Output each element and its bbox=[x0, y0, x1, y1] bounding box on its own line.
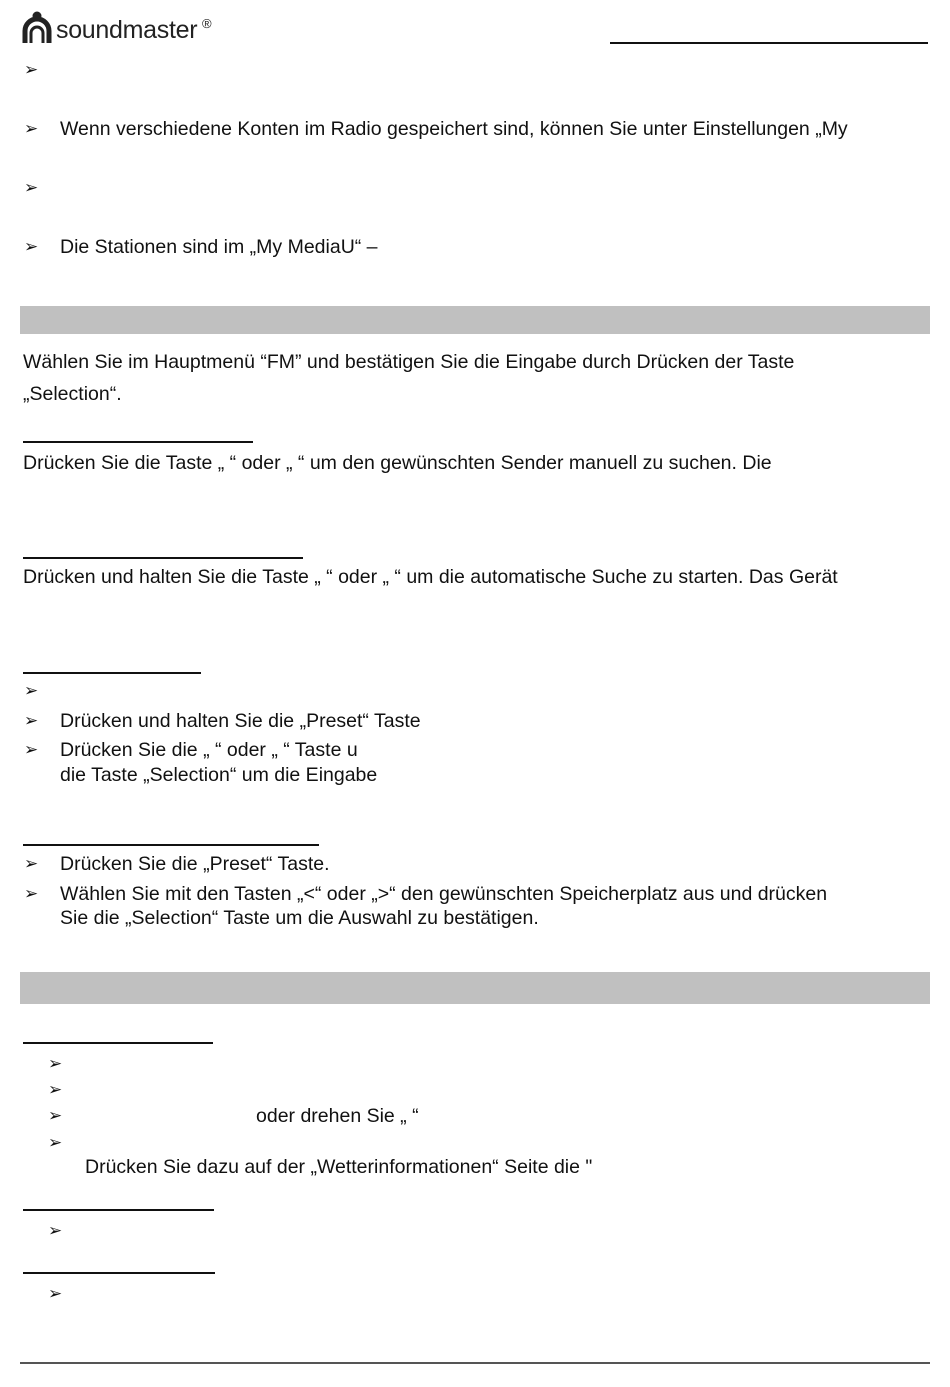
brand-name: soundmaster bbox=[56, 16, 198, 44]
bullet-icon: ➢ bbox=[24, 60, 39, 80]
list-item: Wenn verschiedene Konten im Radio gespeichert sind, können Sie unter Einstellungen „My bbox=[60, 118, 848, 140]
fm-intro-text: Wählen Sie im Hauptmenü “FM” und bestätigen Sie die Eingabe durch Drücken der Taste bbox=[23, 351, 795, 373]
subheading-rule-recall bbox=[23, 844, 319, 846]
subheading-rule-info-2 bbox=[23, 1209, 214, 1211]
bullet-icon: ➢ bbox=[48, 1284, 63, 1304]
list-item-continuation: Drücken Sie dazu auf der „Wetterinformationen“ Seite die " bbox=[85, 1156, 593, 1178]
bullet-icon: ➢ bbox=[48, 1054, 63, 1074]
manual-search-text: Drücken Sie die Taste „ “ oder „ “ um den gewünschten Sender manuell zu suchen. Die bbox=[23, 452, 772, 474]
bullet-icon: ➢ bbox=[48, 1080, 63, 1100]
header-rule bbox=[610, 42, 928, 44]
bullet-icon: ➢ bbox=[24, 237, 39, 257]
section-header-band-info bbox=[20, 972, 930, 1004]
bullet-icon: ➢ bbox=[48, 1106, 63, 1126]
list-item: Drücken Sie die „Preset“ Taste. bbox=[60, 853, 330, 875]
list-item: oder drehen Sie „ “ bbox=[256, 1105, 419, 1127]
bullet-icon: ➢ bbox=[24, 119, 39, 139]
soundmaster-logo-icon bbox=[22, 9, 52, 45]
list-item: Wählen Sie mit den Tasten „<“ oder „>“ den gewünschten Speicherplatz aus und drücken bbox=[60, 883, 828, 905]
subheading-rule-store bbox=[23, 672, 201, 674]
bullet-icon: ➢ bbox=[24, 740, 39, 760]
list-item-continuation: Sie die „Selection“ Taste um die Auswahl zu bestätigen. bbox=[60, 907, 539, 929]
list-item: Die Stationen sind im „My MediaU“ – bbox=[60, 236, 378, 258]
bullet-icon: ➢ bbox=[24, 884, 39, 904]
auto-search-text: Drücken und halten Sie die Taste „ “ oder „ “ um die automatische Suche zu starten. Das Gerät bbox=[23, 566, 838, 588]
list-item: Drücken Sie die „ “ oder „ “ Taste u bbox=[60, 739, 358, 761]
footer-rule bbox=[20, 1362, 930, 1364]
fm-intro-text: „Selection“. bbox=[23, 383, 122, 405]
subheading-rule-info-3 bbox=[23, 1272, 215, 1274]
section-header-band-fm bbox=[20, 306, 930, 334]
list-item-continuation: die Taste „Selection“ um die Eingabe bbox=[60, 764, 378, 786]
bullet-icon: ➢ bbox=[48, 1133, 63, 1153]
bullet-icon: ➢ bbox=[24, 711, 39, 731]
bullet-icon: ➢ bbox=[24, 681, 39, 701]
subheading-rule-info bbox=[23, 1042, 213, 1044]
subheading-rule-manual bbox=[23, 441, 253, 443]
bullet-icon: ➢ bbox=[24, 178, 39, 198]
registered-mark: ® bbox=[202, 16, 212, 31]
bullet-icon: ➢ bbox=[24, 854, 39, 874]
subheading-rule-auto bbox=[23, 557, 303, 559]
list-item: Drücken und halten Sie die „Preset“ Taste bbox=[60, 710, 421, 732]
bullet-icon: ➢ bbox=[48, 1221, 63, 1241]
